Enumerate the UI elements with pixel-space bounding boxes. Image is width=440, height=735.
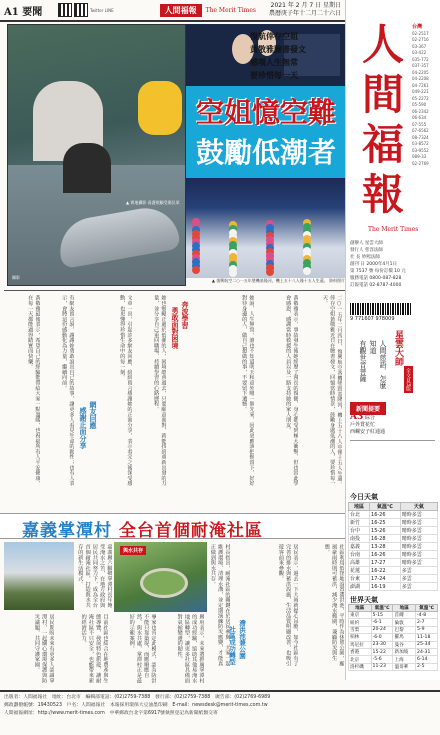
- masthead-title: [362, 20, 404, 220]
- world-weather-row: [349, 612, 438, 619]
- imprint-line: 出版者：人間福報社 地址：台北市 編輯部電話：(02)2759-7388 發行部：(02)2759-7388 廣告部：(02)2769-6989: [4, 695, 271, 700]
- table-cell: 15-22: [371, 648, 393, 655]
- imprint-footer: [0, 690, 440, 735]
- table-cell: 23-30: [371, 641, 393, 648]
- rescuer-dot: [229, 265, 237, 273]
- headline-deck-line: 要珍惜每一天: [250, 71, 298, 80]
- branch-office-phone: 04-2205: [412, 69, 429, 75]
- table-cell: 多雲: [400, 567, 437, 575]
- story-column: 居民期盼未來有更多人認識掌潭村，一起關心環境保護與防災議題，共同守護家園。: [33, 614, 54, 683]
- branch-office-phone: 03-8572: [412, 141, 429, 146]
- crash-rescue-photo: [186, 178, 345, 278]
- publication-info: [350, 240, 408, 289]
- village-street-photo: [4, 542, 74, 610]
- branch-office-phone: 05-590: [412, 102, 427, 107]
- table-cell: 晴時多雲: [400, 519, 437, 527]
- table-cell: 16-28: [370, 535, 401, 543]
- branch-office-phone: 05-2272: [412, 95, 429, 101]
- world-weather-row: [349, 619, 438, 626]
- column-header: 地區: [349, 503, 370, 511]
- crash-photo-credit: 資料照片: [329, 278, 345, 283]
- barcode-number: 9 771607 978009: [350, 316, 395, 322]
- table-cell: -4-8: [416, 612, 438, 619]
- branch-office-title: 台灣: [412, 24, 423, 30]
- table-cell: -6-0: [371, 634, 393, 641]
- headline-deck-line: 復航倖存空姐: [250, 32, 298, 41]
- article-column: 她說，人生無常，誰也不知道明天和意外哪一個先來，因此更應該把握當下，好好對待身邊的人，做自己想做的事，不要留下遺憾。: [240, 295, 254, 486]
- table-cell: 澎湖: [349, 583, 370, 591]
- table-cell: 嘉義: [349, 543, 370, 551]
- issue-date-line2: 農曆庚子年十二月二十六日: [268, 10, 341, 17]
- survivor-figure: [63, 143, 111, 193]
- mini-logo-english: The Merit Times: [205, 6, 256, 14]
- article-subhead: 網友回應: [89, 401, 97, 429]
- news-digest[interactable]: [350, 414, 385, 436]
- digest-line: 戶外賞花忙: [350, 422, 376, 428]
- weather-row: [349, 527, 438, 535]
- imprint-line: 郵政劃撥帳號：19430523 戶名：人間福報社 本報採用環保大豆油墨印刷 E-mail：newsdesk@merit-times.com.tw: [4, 703, 268, 708]
- publication-info-line: 創辦人 星雲大師: [350, 241, 383, 246]
- table-cell: 5-15: [371, 612, 393, 619]
- rescuer-dot: [303, 247, 311, 255]
- branch-office-phone: 037-357: [412, 63, 429, 68]
- masthead-char: 報: [362, 170, 405, 219]
- branch-office-phone: 04-2208: [412, 76, 429, 81]
- table-cell: 16-26: [370, 551, 401, 559]
- rescuer-dot: [192, 230, 200, 238]
- weather-row: [349, 551, 438, 559]
- table-cell: 馬尼拉: [349, 641, 372, 648]
- branch-office-phone: 03-422: [412, 50, 427, 55]
- master-quote-tag: 全文見3版: [405, 368, 411, 392]
- branch-office-phone: 08-7324: [412, 134, 429, 140]
- digest-page: A3: [350, 412, 364, 422]
- table-cell: 11-23: [371, 663, 393, 670]
- hero-photo: [7, 24, 186, 286]
- branch-office-phone: 02-2769: [412, 160, 429, 166]
- digest-line: 西螺安子紅通通: [350, 429, 386, 435]
- photo-tag: 與水共存: [120, 546, 146, 555]
- story-column: 居民表示，過去一下大雨就提心吊膽，如今社區有了完善的排水與蓄洪設施，生活品質明顯改善，也吸引遊客前來參觀。: [277, 544, 298, 666]
- branch-office-phone: 03-9552: [412, 147, 429, 153]
- mini-logo: 人間福報: [160, 4, 202, 17]
- article-subhead: 感謝正面分享: [79, 407, 87, 449]
- news-digest-tag: 新聞提要: [350, 402, 386, 415]
- masthead-char: 福: [362, 120, 405, 169]
- rescuer-dot: [229, 241, 237, 249]
- publication-info-line: 社 長 妙熙法師: [350, 255, 380, 260]
- table-cell: 香港: [349, 648, 372, 655]
- master-quote-line: 人間慈語．怎麼知道: [369, 340, 387, 389]
- master-quote-line: 有觀世音菩薩: [359, 340, 367, 382]
- table-cell: 25-34: [416, 641, 438, 648]
- branch-office-phone: 04-7261: [412, 82, 429, 88]
- weather-row: [349, 567, 438, 575]
- weather-row: [349, 559, 438, 567]
- rescuer-dot: [303, 223, 311, 231]
- secondary-headline-part1: 嘉義掌潭村: [22, 521, 112, 541]
- main-headline-line1: 空姐憶空難: [196, 96, 337, 129]
- publication-info-line: 服務電話 0800-087-828: [350, 276, 402, 281]
- publication-info-line: 第 7537 號 每份訂價 10 元: [350, 269, 406, 274]
- table-cell: 16-19: [370, 583, 401, 591]
- rescuer-dot: [192, 218, 200, 226]
- article-column: 二○一五年二月四日，復興航空客機墜毀基隆河，機上五十八人中僅十五人生還。倖存空姐黃敬雅近日在臉書發文，回憶當時情景，鼓勵身處低潮的人，要珍惜每一天。: [321, 295, 342, 487]
- hero-caption: ▲ 實地攝影 看護照顧受傷民眾: [126, 200, 180, 205]
- rescuer-dot: [229, 253, 237, 261]
- table-cell: 南投: [349, 535, 370, 543]
- headline-deck-line: 黃敬雅臉書發文: [250, 45, 306, 54]
- table-cell: 2-7: [416, 619, 438, 626]
- story-column: 村長指出，耐淹社區的關鍵在於居民參與，大家一起維護環境、清理水溝，並定期演練防災應變，才能真正做到與水共存。: [209, 544, 230, 666]
- masthead-char: 人: [362, 20, 405, 69]
- main-headline-box: [186, 86, 345, 178]
- article-subhead: 勇敢面對困境: [171, 307, 179, 349]
- lead-story-body: [4, 290, 345, 492]
- pond-ring: [140, 568, 188, 598]
- hero-credit: 攝影: [12, 275, 20, 280]
- table-cell: 巴黎: [393, 626, 416, 633]
- table-cell: 16-22: [370, 567, 401, 575]
- world-weather-row: [349, 656, 438, 663]
- branch-office-phone: 02-2517: [412, 30, 429, 36]
- article-column: 有網友留言說，謝謝妳勇敢說出自己的故事，讓更多人看見生命的韌性；也有人表示，會將這份感動化為力量，繼續向前。: [60, 295, 74, 486]
- weather-row: [349, 583, 438, 591]
- secondary-headline-part2: 全台首個耐淹社區: [118, 521, 263, 541]
- article-subhead: 奔波學習: [181, 301, 189, 329]
- qr-codes[interactable]: [58, 3, 114, 17]
- headline-deck: [250, 30, 345, 82]
- table-cell: 晴時多雲: [400, 511, 437, 519]
- world-weather-title: 世界天氣: [350, 596, 378, 604]
- world-weather-row: [349, 641, 438, 648]
- publication-info-line: 發行人 慈容法師: [350, 248, 383, 253]
- branch-office-phone: 089-33: [412, 154, 427, 159]
- table-cell: 東京: [349, 612, 372, 619]
- masthead-char: 間: [362, 70, 405, 119]
- story-column: 目前社區也結合在地農產與生態導覽，發展特色旅遊，讓耐淹社區不只安全，也能帶來新的經濟活力。: [80, 614, 108, 683]
- table-cell: 羅馬: [393, 634, 416, 641]
- rescuer-dot: [303, 235, 311, 243]
- story-subhead: 社區成功轉型: [228, 626, 236, 665]
- qr-code-icon[interactable]: [74, 3, 88, 17]
- column-header: 氣溫℃: [370, 503, 401, 511]
- column-header: 地區: [349, 605, 372, 612]
- weather-row: [349, 511, 438, 519]
- table-cell: 倫敦: [393, 619, 416, 626]
- master-quote: [358, 340, 388, 394]
- weather-row: [349, 519, 438, 527]
- table-cell: 17-27: [370, 559, 401, 567]
- qr-label: Twitter LINE: [90, 7, 114, 13]
- table-cell: 雪梨: [349, 626, 372, 633]
- table-cell: 16-25: [370, 519, 401, 527]
- publication-info-line: 創刊 日 2000年4月1日: [350, 262, 398, 267]
- master-name: 星雲大師: [393, 330, 403, 366]
- article-column: 黃敬雅最後表示，希望自己的經驗能帶給大家一點溫暖，也祝福所有人平安健康，在每一天都能過得踏實而快樂。: [26, 295, 40, 486]
- table-cell: 晴時多雲: [400, 559, 437, 567]
- qr-code-icon[interactable]: [58, 3, 72, 17]
- story-column: 嘉義縣六腳鄉掌潭村長年飽受淹水之苦，在地方政府與居民共同努力下，成為全台首個耐淹社區，打造與水共存的新生活模式。: [76, 544, 112, 608]
- story-column: 縣府表示，未來將推廣掌潭村的成功經驗，協助其他易淹水地區轉型，讓更多社區具備面對氣候變遷的韌性。: [176, 614, 204, 683]
- table-cell: 首爾: [393, 612, 416, 619]
- world-weather-row: [349, 634, 438, 641]
- table-cell: 多雲: [400, 575, 437, 583]
- rescuer-dot: [266, 224, 274, 232]
- table-cell: 20-24: [371, 626, 393, 633]
- table-cell: 新加坡: [393, 648, 416, 655]
- story-subhead: 滯洪池兼公園: [238, 620, 246, 659]
- table-cell: 高雄: [349, 559, 370, 567]
- column-header: 氣溫℃: [416, 605, 438, 612]
- weather-table: [348, 502, 438, 591]
- rescuer-dot: [303, 267, 311, 275]
- table-cell: 上海: [393, 656, 416, 663]
- table-cell: 北京: [349, 656, 372, 663]
- weather-title: 今日天氣: [350, 493, 378, 501]
- world-weather-row: [349, 648, 438, 655]
- table-cell: 多雲: [400, 583, 437, 591]
- table-cell: 晴時多雲: [400, 535, 437, 543]
- table-cell: 晴時多雲: [400, 527, 437, 535]
- masthead-english: The Merit Times: [368, 226, 419, 233]
- table-cell: 紐約: [349, 619, 372, 626]
- publication-info-line: 訂報電話 02-8787-4000: [350, 283, 402, 288]
- branch-office-phone: 03-367: [412, 43, 427, 49]
- table-header-row: [349, 605, 438, 612]
- column-header: 地區: [393, 605, 416, 612]
- weather-row: [349, 575, 438, 583]
- world-weather-row: [349, 663, 438, 670]
- rescuer-dot: [192, 258, 200, 266]
- weather-row: [349, 535, 438, 543]
- branch-office-list: [412, 24, 439, 167]
- table-cell: 台南: [349, 551, 370, 559]
- table-cell: 17-24: [370, 575, 401, 583]
- branch-office-phone: 049-221: [412, 89, 429, 94]
- table-cell: -6-1: [371, 619, 393, 626]
- table-cell: 溫哥華: [393, 663, 416, 670]
- child-figure: [138, 81, 182, 135]
- table-cell: -5-6: [371, 656, 393, 663]
- imprint-line: 人間福報網址：http://www.merit-times.com 中華郵政台北字第6917號執照登記為新聞紙類交寄: [4, 711, 218, 716]
- table-cell: 2-5: [416, 663, 438, 670]
- branch-office-phone: 02-2716: [412, 37, 429, 42]
- rescuer-dot: [303, 259, 311, 267]
- secondary-headline[interactable]: [22, 516, 263, 541]
- issue-date-line1: 2021 年 2 月 7 日 星期日: [270, 2, 341, 9]
- table-cell: 台北: [349, 511, 370, 519]
- barcode: [350, 303, 412, 315]
- branch-office-phone: 07-6562: [412, 128, 429, 133]
- table-cell: 5-9: [416, 626, 438, 633]
- table-cell: 晴時多雲: [400, 551, 437, 559]
- detention-pond-aerial-photo: [114, 542, 207, 612]
- rescuer-dot: [266, 252, 274, 260]
- world-weather-table: [348, 604, 438, 671]
- table-cell: 13-28: [370, 543, 401, 551]
- rescuer-dot: [266, 236, 274, 244]
- page-label: A1 要聞: [4, 6, 43, 18]
- column-header: 氣溫℃: [371, 605, 393, 612]
- article-column: 文章一出，引起許多網友回應，紛紛留言感謝她的正面分享，表示看完之後深受感動，也更懂得珍惜生命中的每一刻。: [118, 295, 132, 486]
- table-cell: 晴時多雲: [400, 543, 437, 551]
- divider: [350, 440, 435, 441]
- weather-panel: [345, 470, 440, 680]
- table-cell: 24-31: [416, 648, 438, 655]
- rescuer-dot: [192, 242, 200, 250]
- table-cell: 花蓮: [349, 567, 370, 575]
- rescuer-dot: [192, 266, 200, 274]
- top-bar: [0, 0, 345, 22]
- table-cell: 洛杉磯: [349, 663, 372, 670]
- table-cell: 15-26: [370, 527, 401, 535]
- digest-section: 綜合: [364, 415, 375, 421]
- article-column: 黃敬雅表示，事故發生後她經歷了漫長的復健，身心都受到極大衝擊，但也因此學會感恩，感謝當時救援的人員以及一路支持她的家人朋友。: [284, 295, 298, 486]
- rescuer-dot: [266, 264, 274, 272]
- table-cell: 新竹: [349, 519, 370, 527]
- article-column: 她也勉勵正處於低潮的人，困境總會過去，只要願意面對，就能找到重新出發的力量，並分享自己重回職場、持續學習的心路歷程。: [152, 295, 166, 486]
- story-column: 社區利用低窪地設置滯洪池，平時作為休憩公園，颱風豪雨時則可蓄洪，減少淹水範圍，兼顧防災與生態。: [323, 544, 344, 666]
- crash-photo-caption: [186, 278, 345, 284]
- table-cell: 曼谷: [393, 641, 416, 648]
- table-cell: 台中: [349, 527, 370, 535]
- table-cell: 6-14: [416, 656, 438, 663]
- table-cell: 11-18: [416, 634, 438, 641]
- issue-date: [269, 2, 345, 18]
- weather-row: [349, 543, 438, 551]
- rescuer-dot: [229, 229, 237, 237]
- branch-office-phone: 035-772: [412, 56, 429, 62]
- master-quote-box[interactable]: [350, 330, 436, 394]
- branch-office-phone: 06-2342: [412, 108, 429, 114]
- table-cell: 柏林: [349, 634, 372, 641]
- branch-office-phone: 07-555: [412, 121, 427, 127]
- table-header-row: [349, 503, 438, 511]
- secondary-headline-bar: [0, 513, 345, 539]
- crash-photo-caption-text: ▲ 復興航空二○一五年墜機基隆河，機上五十八人僅十五人生還。: [211, 278, 328, 283]
- story-column: 專家也肯定此模式，認為防洪不能只靠築堤，而應順應自然、與水共處，掌潭村正是最好的示範案例。: [128, 614, 156, 683]
- world-weather-row: [349, 626, 438, 633]
- masthead-column: [345, 0, 440, 470]
- headline-deck-line: 感嘆人生無常: [250, 58, 298, 67]
- main-headline-line2: 鼓勵低潮者: [196, 136, 337, 169]
- table-cell: 16-26: [370, 511, 401, 519]
- branch-office-phone: 06-634: [412, 115, 427, 120]
- table-cell: 台東: [349, 575, 370, 583]
- column-header: 天氣: [400, 503, 437, 511]
